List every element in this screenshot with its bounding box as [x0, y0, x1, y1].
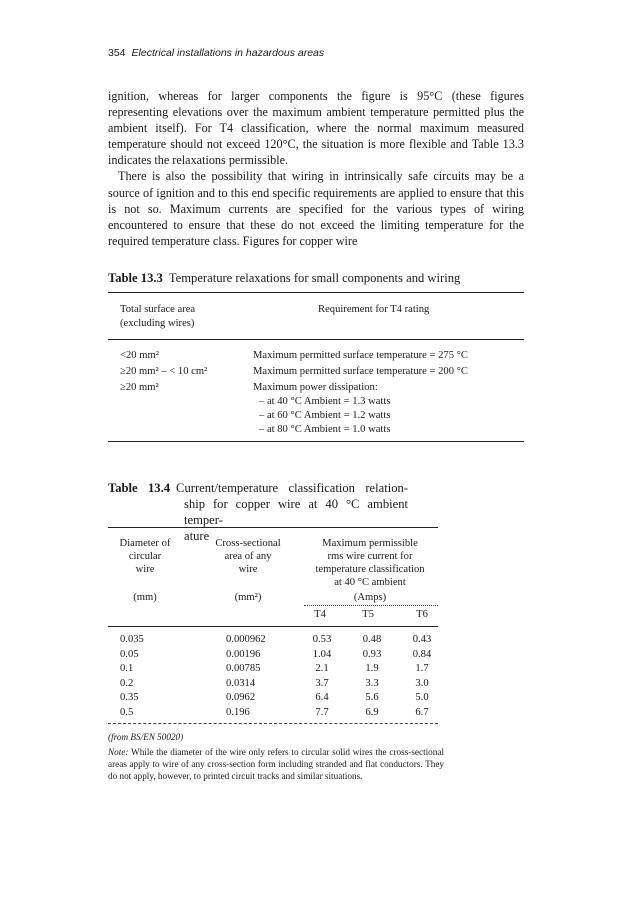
t4-max-header-l3: temperature classification: [315, 564, 425, 575]
t4-max-unit: (Amps): [353, 592, 387, 603]
t4-cell-t4: 3.7: [315, 677, 329, 689]
t4-cell-t6: 5.0: [415, 692, 429, 704]
table-13-3-bottom-rule: [108, 441, 524, 442]
t4-cell-t4: 1.04: [312, 648, 332, 660]
table-13-4-caption-line2: ship for copper wire at 40 °C ambient temper-: [184, 497, 408, 527]
t4-cell-t5: 0.48: [362, 634, 382, 645]
t3-col2-header: Requirement for T4 rating: [318, 304, 430, 315]
t4-diam-header-l3: wire: [135, 564, 155, 575]
t4-cell-d: 0.5: [120, 707, 134, 718]
paragraph-1: ignition, whereas for larger components the figure is 95°C (these figures representing elevations over the maximum ambient temperature permitted plus the ambient itself). For T4 classification, where the normal maximum measured temperature should not exceed 120°C, the situation is more flexible and Table 13.3 indicates the relaxations permissible.: [108, 89, 524, 168]
t4-cell-d: 0.35: [120, 692, 139, 704]
table-13-3-top-rule: [108, 292, 524, 293]
t4-cell-t5: 3.3: [365, 677, 379, 689]
t4-cell-a: 0.196: [226, 707, 250, 718]
t4-diam-unit: (mm): [133, 592, 157, 603]
t3-row3-req: Maximum power dissipation:: [253, 382, 378, 393]
t4-cell-t6: 1.7: [415, 663, 429, 675]
t4-cell-t5: 0.93: [362, 648, 382, 660]
t4-max-header-l1: Maximum permissible: [322, 538, 418, 549]
t4-source: (from BS/EN 50020): [108, 732, 184, 742]
t4-class-t4: T4: [314, 609, 326, 620]
page-number: 354: [108, 47, 126, 59]
t4-cell-t4: 6.4: [315, 692, 329, 704]
t4-cell-d: 0.05: [120, 648, 139, 660]
t4-cell-a: 0.00196: [226, 648, 261, 660]
t4-cell-t5: 1.9: [365, 663, 379, 675]
t4-note-label: Note:: [108, 747, 129, 757]
t3-sub-row3: – at 80 °C Ambient = 1.0 watts: [259, 424, 391, 435]
table-13-4-caption-line1: Current/temperature classification relation-: [176, 481, 408, 495]
t4-cell-t4: 7.7: [315, 707, 329, 718]
t3-row3-area: ≥20 mm²: [120, 382, 159, 393]
t3-sub-row1: – at 40 °C Ambient = 1.3 watts: [259, 396, 391, 407]
t3-col1-header-line1: Total surface area: [120, 304, 196, 315]
t4-cell-d: 0.1: [120, 663, 134, 675]
t4-cell-t6: 0.84: [412, 648, 432, 660]
body-text: [108, 88, 524, 249]
table-13-4-caption: [108, 480, 408, 544]
t4-class-t6: T6: [416, 609, 428, 620]
t3-col1-header-line2: (excluding wires): [120, 318, 195, 329]
t4-cross-header-l3: wire: [238, 564, 258, 575]
paragraph-2: There is also the possibility that wiring in intrinsically safe circuits may be a source of ignition and to this end specific requirements are applied to ensure that this is not so. Maximum currents are specified for the various types of wiring encountered to ensure that these do not exceed the limiting temperature for the required temperature class. Figures for copper wire: [108, 169, 524, 248]
table-13-3-header-rule: [108, 339, 524, 340]
t4-cell-d: 0.035: [120, 634, 144, 645]
t4-cross-header-l2: area of any: [224, 551, 272, 562]
table-13-4-top-rule: [108, 527, 438, 528]
t4-class-rule: [304, 605, 438, 606]
t4-note-text: While the diameter of the wire only refers to circular solid wires the cross-sectional areas apply to wire of any cross-section form including stranded and flat conductors. They do not apply, however, to printed circuit tracks and similar situations.: [108, 747, 444, 781]
table-13-3-title: Temperature relaxations for small components and wiring: [168, 271, 461, 285]
t4-cell-t4: 0.53: [312, 634, 332, 645]
table-13-4-caption-line3: ature: [184, 529, 210, 543]
t4-cell-d: 0.2: [120, 677, 134, 689]
t4-cell-t5: 6.9: [365, 707, 379, 718]
t4-cell-t6: 3.0: [415, 677, 429, 689]
t4-max-header-l2: rms wire current for: [327, 551, 413, 562]
t3-row1-req: Maximum permitted surface temperature = 275 °C: [253, 350, 468, 361]
table-13-4-label: Table 13.4: [108, 481, 171, 495]
t3-row1-area: <20 mm²: [120, 350, 159, 361]
table-13-4-bottom-rule: [108, 723, 438, 724]
t4-cell-t5: 5.6: [365, 692, 379, 704]
t3-row2-req: Maximum permitted surface temperature = 200 °C: [253, 366, 468, 377]
t4-cross-header-l1: Cross-sectional: [215, 538, 281, 549]
running-head: [108, 47, 324, 59]
t4-class-t5: T5: [362, 609, 374, 620]
t3-sub-row2: – at 60 °C Ambient = 1.2 watts: [259, 410, 391, 421]
t4-note: [108, 747, 444, 782]
t4-diam-header-l2: circular: [128, 551, 162, 562]
t4-diam-header: [108, 537, 182, 576]
t4-cell-a: 0.0314: [226, 677, 256, 689]
t3-row2-area: ≥20 mm² – < 10 cm²: [120, 366, 208, 377]
t4-cell-a: 0.000962: [226, 634, 266, 645]
t4-cross-unit: (mm²): [234, 592, 262, 603]
t4-cell-t6: 0.43: [412, 634, 432, 645]
t4-diam-header-l1: Diameter of: [119, 538, 171, 549]
t4-max-header: [300, 537, 440, 589]
table-13-3-label: Table 13.3: [108, 271, 163, 285]
t4-cross-header: [200, 537, 296, 576]
t4-cell-t6: 6.7: [415, 707, 429, 718]
t4-cell-t4: 2.1: [315, 663, 329, 675]
table-13-3-caption: [108, 270, 460, 286]
t4-cell-a: 0.0962: [226, 692, 256, 704]
t4-max-header-l4: at 40 °C ambient: [334, 577, 406, 588]
table-13-4-header-rule: [108, 626, 438, 627]
t4-cell-a: 0.00785: [226, 663, 261, 675]
running-title: Electrical installations in hazardous areas: [131, 47, 325, 59]
